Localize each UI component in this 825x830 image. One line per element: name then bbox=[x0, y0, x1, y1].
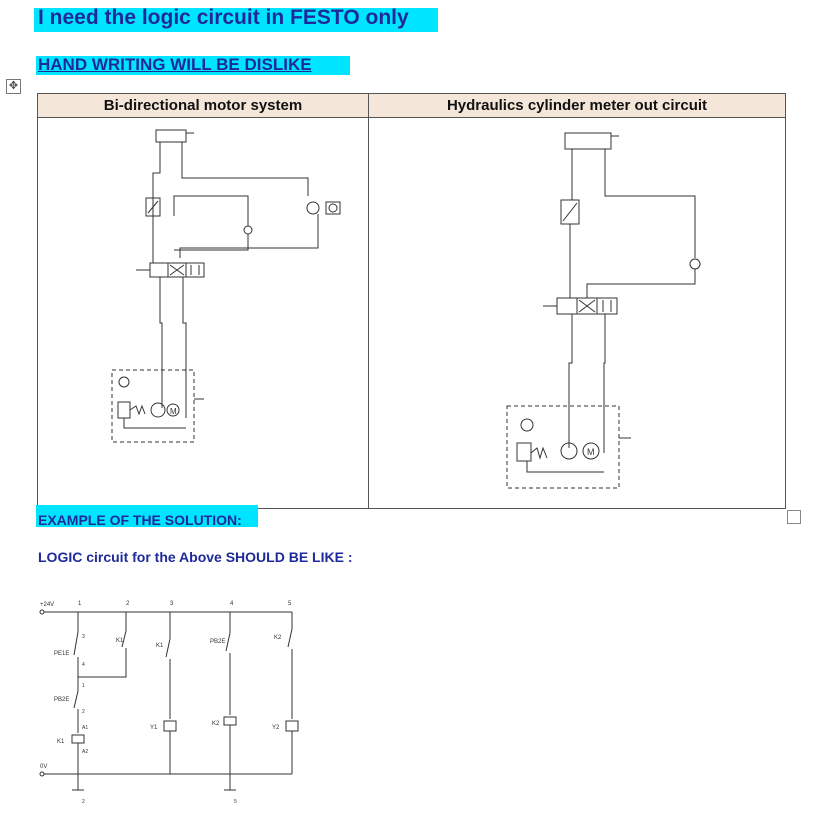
k1-contact-a-label: K1 bbox=[116, 638, 124, 644]
dcv-right-box bbox=[186, 263, 204, 277]
line-t bbox=[604, 314, 605, 453]
dcv-left-box bbox=[557, 298, 577, 314]
k1-contact-b-label: K1 bbox=[156, 643, 164, 649]
line-c bbox=[174, 196, 248, 226]
line-t bbox=[183, 277, 186, 418]
motor-diagram-cell bbox=[38, 118, 369, 509]
y1-label: Y1 bbox=[150, 725, 158, 731]
logic-heading: LOGIC circuit for the Above SHOULD BE LIKE : bbox=[38, 549, 353, 565]
table-move-handle-icon[interactable]: ✥ bbox=[6, 79, 21, 94]
rung-number-2: 2 bbox=[126, 601, 130, 607]
motor-load-circle bbox=[329, 204, 337, 212]
k1-coil-label: K1 bbox=[57, 739, 65, 745]
k2-coil-label: K2 bbox=[212, 721, 220, 727]
pb2e-contact bbox=[74, 691, 78, 708]
line-c bbox=[587, 269, 695, 298]
k1-coil bbox=[72, 735, 84, 743]
pb2e-rung4-contact bbox=[226, 633, 230, 651]
page-subtitle: HAND WRITING WILL BE DISLIKE bbox=[38, 55, 312, 74]
line-p bbox=[569, 314, 572, 448]
term-a2: A2 bbox=[82, 749, 89, 755]
power-unit-box bbox=[507, 406, 619, 488]
term-3: 3 bbox=[82, 634, 85, 640]
rung2-feedback bbox=[78, 648, 126, 677]
cylinder-body bbox=[565, 133, 611, 149]
example-label: EXAMPLE OF THE SOLUTION: bbox=[38, 512, 242, 528]
table-header-motor: Bi-directional motor system bbox=[38, 94, 369, 118]
y1-solenoid bbox=[164, 721, 176, 731]
electric-motor-label: M bbox=[587, 447, 595, 457]
y2-label: Y2 bbox=[272, 725, 280, 731]
term-a1: A1 bbox=[82, 725, 89, 731]
power-unit-gauge bbox=[119, 377, 129, 387]
cylinder-hydraulic-diagram bbox=[369, 118, 785, 508]
power-unit-gauge bbox=[521, 419, 533, 431]
pressure-gauge bbox=[690, 259, 700, 269]
motor-hydraulic-diagram bbox=[38, 118, 368, 508]
rung-number-1: 1 bbox=[78, 601, 82, 607]
diagram-table bbox=[37, 93, 786, 509]
hydraulic-motor bbox=[307, 202, 319, 214]
flow-control-arrow bbox=[563, 203, 577, 221]
page-title: I need the logic circuit in FESTO only bbox=[38, 6, 409, 29]
electric-motor-label: M bbox=[170, 407, 177, 416]
line-e bbox=[180, 214, 318, 258]
pe1e-label: PE1E bbox=[54, 651, 70, 657]
rung-number-3: 3 bbox=[170, 601, 174, 607]
line-b bbox=[182, 142, 308, 196]
pe1e-contact bbox=[74, 632, 78, 655]
relief-spring bbox=[130, 406, 145, 414]
ground-term-2: 2 bbox=[82, 799, 85, 805]
dcv-right-box bbox=[597, 298, 617, 314]
ground-term-5: 5 bbox=[234, 799, 237, 805]
ground-label: 0V bbox=[40, 764, 48, 770]
relief-valve bbox=[517, 443, 531, 461]
term-2: 2 bbox=[82, 709, 85, 715]
cylinder-body bbox=[156, 130, 186, 142]
pressure-gauge bbox=[244, 226, 252, 234]
table-resize-handle[interactable] bbox=[787, 510, 801, 524]
tank-line bbox=[124, 418, 186, 428]
supply-terminal bbox=[40, 610, 44, 614]
k2-coil bbox=[224, 717, 236, 725]
ground-terminal bbox=[40, 772, 44, 776]
line-p bbox=[160, 277, 162, 408]
rung-number-5: 5 bbox=[288, 601, 292, 607]
k2-contact bbox=[288, 629, 292, 647]
supply-label: +24V bbox=[40, 602, 55, 608]
relief-valve bbox=[118, 402, 130, 418]
relief-spring bbox=[531, 448, 547, 458]
k1-contact-b bbox=[166, 639, 170, 657]
term-4: 4 bbox=[82, 662, 85, 668]
line-b bbox=[605, 149, 695, 258]
k2-contact-label: K2 bbox=[274, 635, 282, 641]
power-unit-box bbox=[112, 370, 194, 442]
pump bbox=[151, 403, 165, 417]
term-1: 1 bbox=[82, 683, 85, 689]
pb2e-rung4-label: PB2E bbox=[210, 639, 226, 645]
pb2e-label: PB2E bbox=[54, 697, 70, 703]
ladder-diagram bbox=[30, 595, 330, 825]
cylinder-diagram-cell bbox=[369, 118, 786, 509]
dcv-left-box bbox=[150, 263, 168, 277]
tank-line bbox=[527, 461, 604, 472]
rung-number-4: 4 bbox=[230, 601, 234, 607]
table-header-cylinder: Hydraulics cylinder meter out circuit bbox=[369, 94, 786, 118]
y2-solenoid bbox=[286, 721, 298, 731]
